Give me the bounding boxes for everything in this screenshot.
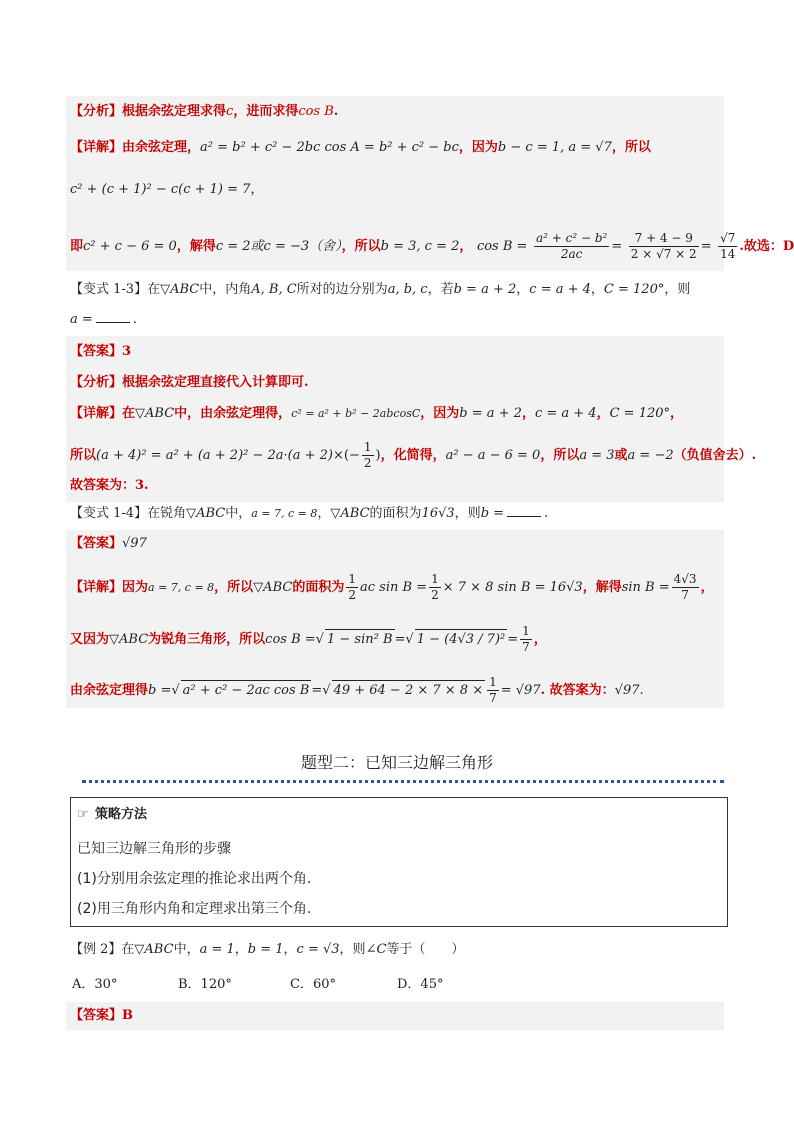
variant-1-3-answer: 【答案】3 [70, 344, 132, 359]
strategy-title-row: ☞ 策略方法 [77, 807, 148, 822]
variant-1-3-detail-line1: 【详解】在▽ABC中，由余弦定理得，c² = a² + b² − 2abcosC，因为b = a + 2，c = a + 4，C = 120°， [70, 406, 684, 421]
strategy-step-2: (2)用三角形内角和定理求出第三个角. [77, 901, 312, 917]
example-2-option-b: B．120° [178, 977, 232, 992]
example-2-option-a: A．30° [72, 977, 118, 992]
dotted-divider [82, 780, 724, 783]
fraction: $\frac{4√3}{7}$ [673, 572, 697, 602]
strategy-intro: 已知三边解三角形的步骤 [77, 841, 231, 857]
q1-analysis: 【分析】根据余弦定理求得c，进而求得cos B. [70, 104, 339, 119]
answer-shade-ex2 [66, 1002, 724, 1030]
pointing-hand-icon: ☞ [77, 807, 89, 822]
variant-1-4-detail-line3: 由余弦定理得b =√ a² + c² − 2ac cos B =√ 49 + 64 − 2 × 7 × 8 × $\frac{1}{7}$ = √97. 故答案为：√97. [70, 675, 644, 705]
variant-1-3-detail-line2: 所以(a + 4)² = a² + (a + 2)² − 2a·(a + 2)×(− $\frac{1}{2}$ )，化简得，a² − a − 6 = 0，所以a = 3或a = −2（负值舍去）. [70, 440, 757, 470]
variant-1-4-question: 【变式 1-4】在锐角▽ABC中，a = 7, c = 8，▽ABC的面积为16√3，则b = . [70, 506, 549, 521]
q1-detail-line2: c² + (c + 1)² − c(c + 1) = 7， [70, 182, 264, 197]
strategy-box [70, 797, 728, 927]
example-2-answer: 【答案】B [70, 1008, 134, 1023]
variant-1-4-detail-line2: 又因为▽ABC为锐角三角形，所以cos B =√ 1 − sin² B =√ 1 − (4√3 / 7)² = $\frac{1}{7}$ ， [70, 624, 547, 654]
example-2-question: 【例 2】在▽ABC中，a = 1，b = 1，c = √3，则∠C等于（ ） [70, 942, 465, 957]
fraction: $\frac{√7}{14}$ [720, 231, 736, 261]
variant-1-3-question: 【变式 1-3】在▽ABC中，内角A, B, C所对的边分别为a, b, c，若b = a + 2，c = a + 4，C = 120°，则 [70, 282, 691, 297]
fraction: $\frac{1}{7}$ [522, 624, 530, 654]
variant-1-3-blank: a = . [70, 312, 137, 327]
strategy-step-1: (1)分别用余弦定理的推论求出两个角. [77, 871, 312, 887]
variant-1-4-answer: 【答案】√97 [70, 536, 147, 551]
fraction: $\frac{1}{7}$ [489, 675, 497, 705]
fraction: $\frac{1}{2}$ [431, 572, 439, 602]
q1-detail-line3: 即c² + c − 6 = 0，解得c = 2或c = −3（舍），所以b = 3, c = 2， cos B = $\frac{\text{a² + c² − b²}}{2ac}$ = $\frac{7 + 4 - 9}{2 \times √7 \times 2}$ = $\frac{√7}{14}$ .故选：D [70, 231, 794, 261]
example-2-option-c: C．60° [290, 977, 336, 992]
variant-1-3-analysis: 【分析】根据余弦定理直接代入计算即可. [70, 375, 309, 390]
fraction: $\frac{7 + 4 - 9}{2 \times √7 \times 2}$ [630, 231, 697, 261]
fraction: $\frac{1}{2}$ [363, 440, 372, 470]
variant-1-4-detail-line1: 【详解】因为a = 7, c = 8，所以▽ABC的面积为 $\frac{1}{2}$ ac sin B = $\frac{1}{2}$ × 7 × 8 sin B = 16√3，解得sin B = $\frac{4√3}{7}$ ， [70, 572, 714, 602]
variant-1-3-final: 故答案为：3. [70, 478, 149, 493]
section-title: 题型二：已知三边解三角形 [300, 753, 493, 772]
fraction: $\frac{1}{2}$ [348, 572, 356, 602]
fraction: $\frac{\text{a² + c² − b²}}{2ac}$ [535, 231, 608, 261]
q1-detail-line1: 【详解】由余弦定理，a² = b² + c² − 2bc cos A = b² + c² − bc，因为b − c = 1, a = √7，所以 [70, 140, 651, 155]
example-2-option-d: D．45° [397, 977, 444, 992]
